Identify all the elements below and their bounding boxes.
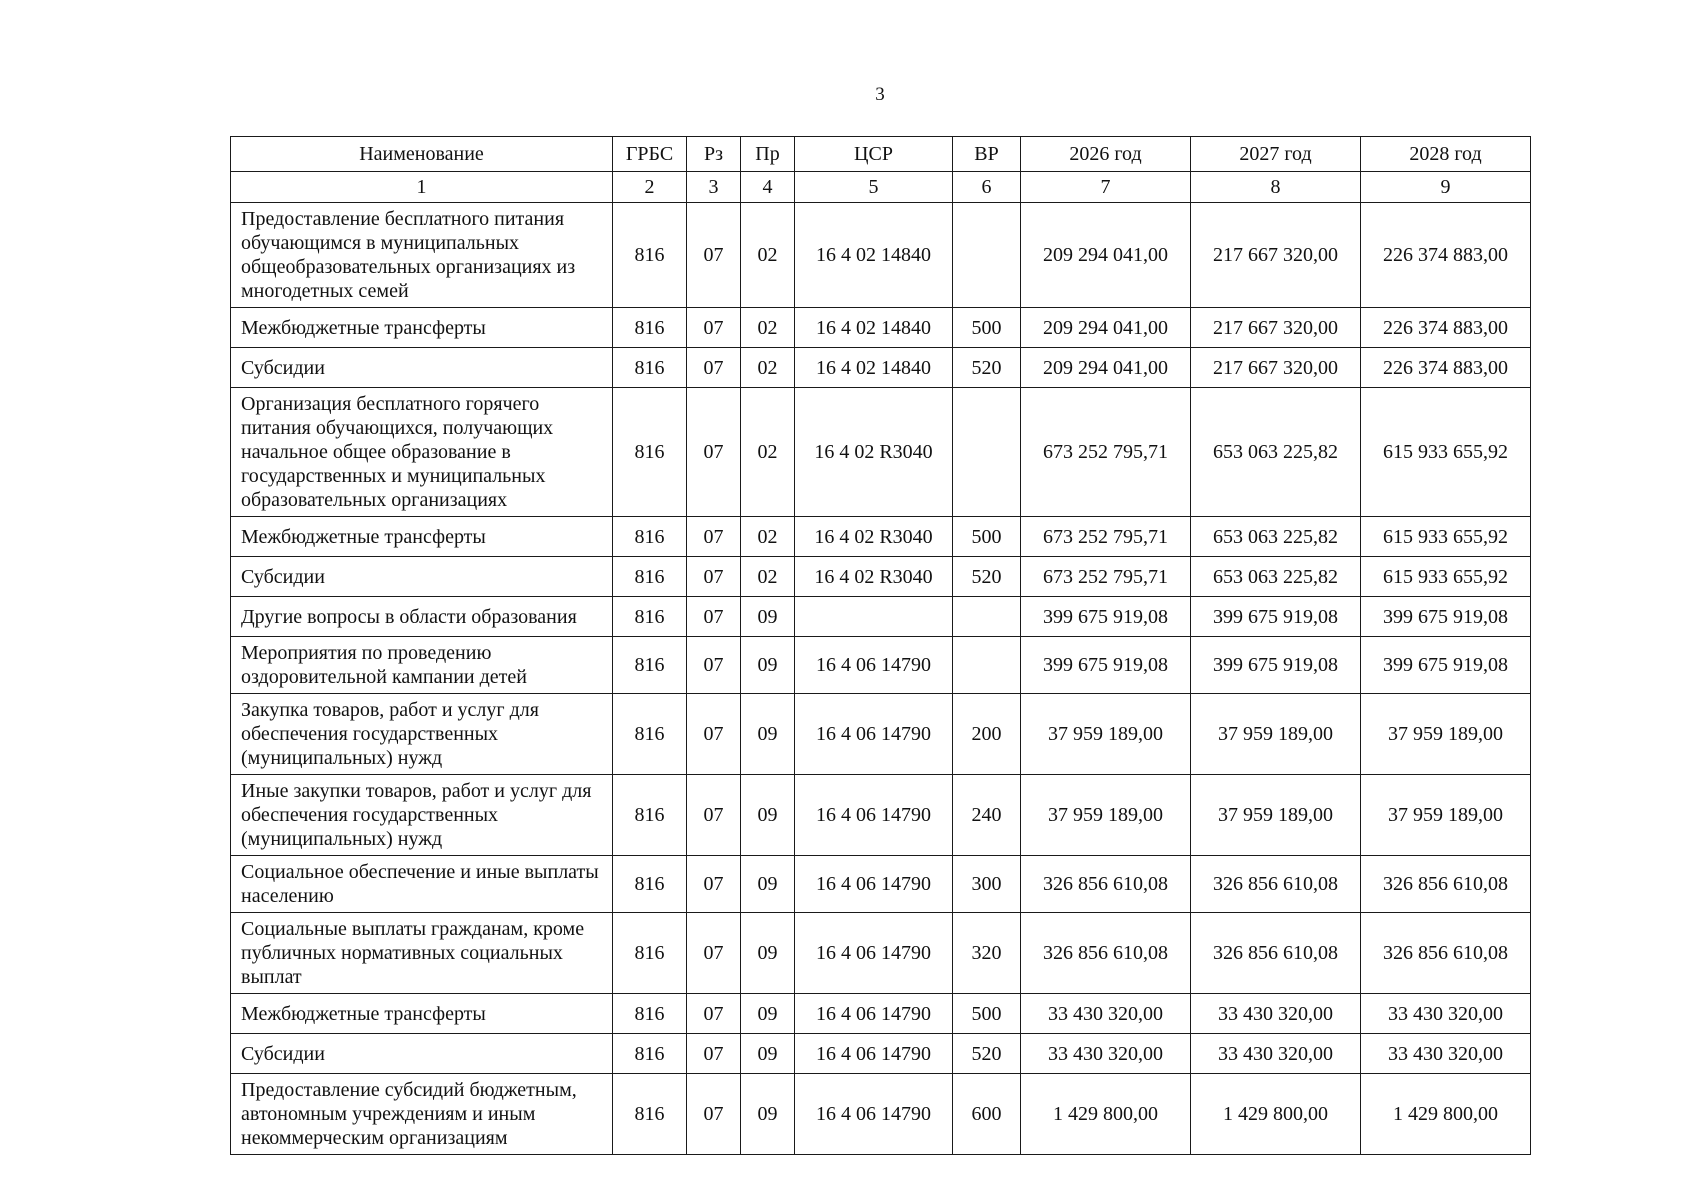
row-amount-2028: 399 675 919,08: [1361, 597, 1531, 637]
row-pr: 02: [741, 517, 795, 557]
column-number: 8: [1191, 172, 1361, 203]
table-row: [231, 1034, 1531, 1074]
row-rz: 07: [687, 308, 741, 348]
row-name: Закупка товаров, работ и услуг для обеспечения государственных (муниципальных) нужд: [231, 694, 613, 775]
row-csr: 16 4 02 R3040: [795, 517, 953, 557]
row-vr: 200: [953, 694, 1021, 775]
row-name: Межбюджетные трансферты: [231, 517, 613, 557]
row-amount-2026: 673 252 795,71: [1021, 517, 1191, 557]
column-number: 6: [953, 172, 1021, 203]
row-grbs: 816: [613, 308, 687, 348]
row-grbs: 816: [613, 994, 687, 1034]
table-row: [231, 994, 1531, 1034]
row-vr: 600: [953, 1074, 1021, 1155]
row-name: Межбюджетные трансферты: [231, 308, 613, 348]
row-name: Другие вопросы в области образования: [231, 597, 613, 637]
row-pr: 09: [741, 597, 795, 637]
row-vr: [953, 203, 1021, 308]
budget-table: [230, 136, 1531, 1155]
row-amount-2027: 653 063 225,82: [1191, 517, 1361, 557]
row-amount-2027: 326 856 610,08: [1191, 856, 1361, 913]
row-amount-2028: 326 856 610,08: [1361, 856, 1531, 913]
row-amount-2028: 37 959 189,00: [1361, 775, 1531, 856]
row-amount-2028: 615 933 655,92: [1361, 557, 1531, 597]
row-name: Организация бесплатного горячего питания обучающихся, получающих начальное общее образование в государственных и муниципальных образовательных организациях: [231, 388, 613, 517]
header-2026: 2026 год: [1021, 137, 1191, 172]
row-name: Иные закупки товаров, работ и услуг для обеспечения государственных (муниципальных) нужд: [231, 775, 613, 856]
table-row: [231, 775, 1531, 856]
row-rz: 07: [687, 775, 741, 856]
table-row: [231, 517, 1531, 557]
row-vr: 500: [953, 308, 1021, 348]
row-csr: 16 4 02 14840: [795, 308, 953, 348]
row-rz: 07: [687, 994, 741, 1034]
header-grbs: ГРБС: [613, 137, 687, 172]
row-amount-2027: 37 959 189,00: [1191, 775, 1361, 856]
row-csr: 16 4 02 14840: [795, 203, 953, 308]
column-number: 2: [613, 172, 687, 203]
row-vr: 300: [953, 856, 1021, 913]
row-name: Субсидии: [231, 557, 613, 597]
row-amount-2028: 226 374 883,00: [1361, 348, 1531, 388]
row-grbs: 816: [613, 348, 687, 388]
row-grbs: 816: [613, 203, 687, 308]
row-rz: 07: [687, 388, 741, 517]
header-name: Наименование: [231, 137, 613, 172]
header-2028: 2028 год: [1361, 137, 1531, 172]
header-pr: Пр: [741, 137, 795, 172]
row-csr: 16 4 06 14790: [795, 775, 953, 856]
row-amount-2027: 217 667 320,00: [1191, 203, 1361, 308]
row-amount-2027: 653 063 225,82: [1191, 557, 1361, 597]
table-row: [231, 597, 1531, 637]
page-number: 3: [875, 84, 885, 105]
row-pr: 02: [741, 388, 795, 517]
row-name: Социальное обеспечение и иные выплаты населению: [231, 856, 613, 913]
row-vr: 520: [953, 348, 1021, 388]
row-vr: [953, 388, 1021, 517]
row-vr: 500: [953, 994, 1021, 1034]
header-rz: Рз: [687, 137, 741, 172]
row-csr: 16 4 06 14790: [795, 994, 953, 1034]
row-pr: 09: [741, 856, 795, 913]
row-vr: 320: [953, 913, 1021, 994]
row-rz: 07: [687, 637, 741, 694]
row-csr: 16 4 02 14840: [795, 348, 953, 388]
row-name: Мероприятия по проведению оздоровительной кампании детей: [231, 637, 613, 694]
row-amount-2026: 399 675 919,08: [1021, 597, 1191, 637]
row-pr: 09: [741, 994, 795, 1034]
column-number: 9: [1361, 172, 1531, 203]
row-amount-2028: 1 429 800,00: [1361, 1074, 1531, 1155]
row-csr: 16 4 06 14790: [795, 856, 953, 913]
row-amount-2026: 37 959 189,00: [1021, 694, 1191, 775]
row-rz: 07: [687, 913, 741, 994]
row-amount-2027: 326 856 610,08: [1191, 913, 1361, 994]
row-pr: 09: [741, 913, 795, 994]
row-amount-2026: 209 294 041,00: [1021, 203, 1191, 308]
column-number: 1: [231, 172, 613, 203]
row-vr: [953, 597, 1021, 637]
table-row: [231, 1074, 1531, 1155]
row-amount-2027: 37 959 189,00: [1191, 694, 1361, 775]
row-grbs: 816: [613, 913, 687, 994]
row-rz: 07: [687, 597, 741, 637]
row-csr: 16 4 06 14790: [795, 694, 953, 775]
row-amount-2026: 33 430 320,00: [1021, 1034, 1191, 1074]
table-row: [231, 856, 1531, 913]
table-row: [231, 348, 1531, 388]
row-rz: 07: [687, 557, 741, 597]
row-amount-2026: 1 429 800,00: [1021, 1074, 1191, 1155]
row-csr: 16 4 02 R3040: [795, 557, 953, 597]
column-number-row: [231, 172, 1531, 203]
row-name: Субсидии: [231, 1034, 613, 1074]
header-vr: ВР: [953, 137, 1021, 172]
row-amount-2028: 226 374 883,00: [1361, 308, 1531, 348]
row-rz: 07: [687, 517, 741, 557]
table-row: [231, 913, 1531, 994]
row-vr: [953, 637, 1021, 694]
row-rz: 07: [687, 856, 741, 913]
row-amount-2027: 217 667 320,00: [1191, 308, 1361, 348]
row-amount-2026: 673 252 795,71: [1021, 388, 1191, 517]
row-csr: 16 4 06 14790: [795, 913, 953, 994]
table-row: [231, 308, 1531, 348]
row-pr: 09: [741, 1034, 795, 1074]
row-amount-2028: 37 959 189,00: [1361, 694, 1531, 775]
row-amount-2028: 399 675 919,08: [1361, 637, 1531, 694]
row-amount-2026: 399 675 919,08: [1021, 637, 1191, 694]
row-rz: 07: [687, 203, 741, 308]
row-rz: 07: [687, 1074, 741, 1155]
row-grbs: 816: [613, 517, 687, 557]
row-amount-2028: 226 374 883,00: [1361, 203, 1531, 308]
row-pr: 02: [741, 557, 795, 597]
row-csr: 16 4 06 14790: [795, 637, 953, 694]
row-amount-2027: 653 063 225,82: [1191, 388, 1361, 517]
row-amount-2028: 33 430 320,00: [1361, 1034, 1531, 1074]
row-amount-2028: 326 856 610,08: [1361, 913, 1531, 994]
row-csr: 16 4 06 14790: [795, 1074, 953, 1155]
row-csr: 16 4 02 R3040: [795, 388, 953, 517]
row-vr: 520: [953, 557, 1021, 597]
row-grbs: 816: [613, 775, 687, 856]
row-name: Предоставление бесплатного питания обучающимся в муниципальных общеобразовательных организациях из многодетных семей: [231, 203, 613, 308]
table-row: [231, 694, 1531, 775]
row-grbs: 816: [613, 388, 687, 517]
header-2027: 2027 год: [1191, 137, 1361, 172]
row-name: Предоставление субсидий бюджетным, автономным учреждениям и иным некоммерческим организациям: [231, 1074, 613, 1155]
row-amount-2026: 673 252 795,71: [1021, 557, 1191, 597]
row-rz: 07: [687, 694, 741, 775]
row-amount-2026: 37 959 189,00: [1021, 775, 1191, 856]
row-amount-2026: 326 856 610,08: [1021, 856, 1191, 913]
row-amount-2026: 209 294 041,00: [1021, 308, 1191, 348]
row-amount-2027: 217 667 320,00: [1191, 348, 1361, 388]
table-row: [231, 388, 1531, 517]
row-amount-2027: 399 675 919,08: [1191, 597, 1361, 637]
row-csr: 16 4 06 14790: [795, 1034, 953, 1074]
row-name: Субсидии: [231, 348, 613, 388]
row-rz: 07: [687, 1034, 741, 1074]
row-grbs: 816: [613, 694, 687, 775]
row-rz: 07: [687, 348, 741, 388]
row-name: Социальные выплаты гражданам, кроме публичных нормативных социальных выплат: [231, 913, 613, 994]
row-pr: 09: [741, 694, 795, 775]
table-row: [231, 203, 1531, 308]
row-amount-2027: 33 430 320,00: [1191, 994, 1361, 1034]
row-amount-2028: 615 933 655,92: [1361, 517, 1531, 557]
row-name: Межбюджетные трансферты: [231, 994, 613, 1034]
table-body: [231, 203, 1531, 1155]
row-pr: 02: [741, 308, 795, 348]
row-grbs: 816: [613, 856, 687, 913]
row-vr: 500: [953, 517, 1021, 557]
row-amount-2027: 33 430 320,00: [1191, 1034, 1361, 1074]
row-grbs: 816: [613, 1074, 687, 1155]
row-amount-2026: 326 856 610,08: [1021, 913, 1191, 994]
row-amount-2027: 1 429 800,00: [1191, 1074, 1361, 1155]
column-number: 3: [687, 172, 741, 203]
row-amount-2026: 209 294 041,00: [1021, 348, 1191, 388]
row-pr: 02: [741, 348, 795, 388]
row-amount-2028: 33 430 320,00: [1361, 994, 1531, 1034]
column-number: 5: [795, 172, 953, 203]
row-vr: 520: [953, 1034, 1021, 1074]
row-grbs: 816: [613, 1034, 687, 1074]
column-number: 7: [1021, 172, 1191, 203]
row-pr: 09: [741, 775, 795, 856]
table-row: [231, 557, 1531, 597]
header-row: [231, 137, 1531, 172]
table-row: [231, 637, 1531, 694]
row-amount-2028: 615 933 655,92: [1361, 388, 1531, 517]
row-pr: 09: [741, 637, 795, 694]
row-pr: 02: [741, 203, 795, 308]
row-amount-2027: 399 675 919,08: [1191, 637, 1361, 694]
column-number: 4: [741, 172, 795, 203]
row-amount-2026: 33 430 320,00: [1021, 994, 1191, 1034]
row-vr: 240: [953, 775, 1021, 856]
row-grbs: 816: [613, 597, 687, 637]
header-csr: ЦСР: [795, 137, 953, 172]
row-pr: 09: [741, 1074, 795, 1155]
row-csr: [795, 597, 953, 637]
row-grbs: 816: [613, 637, 687, 694]
row-grbs: 816: [613, 557, 687, 597]
